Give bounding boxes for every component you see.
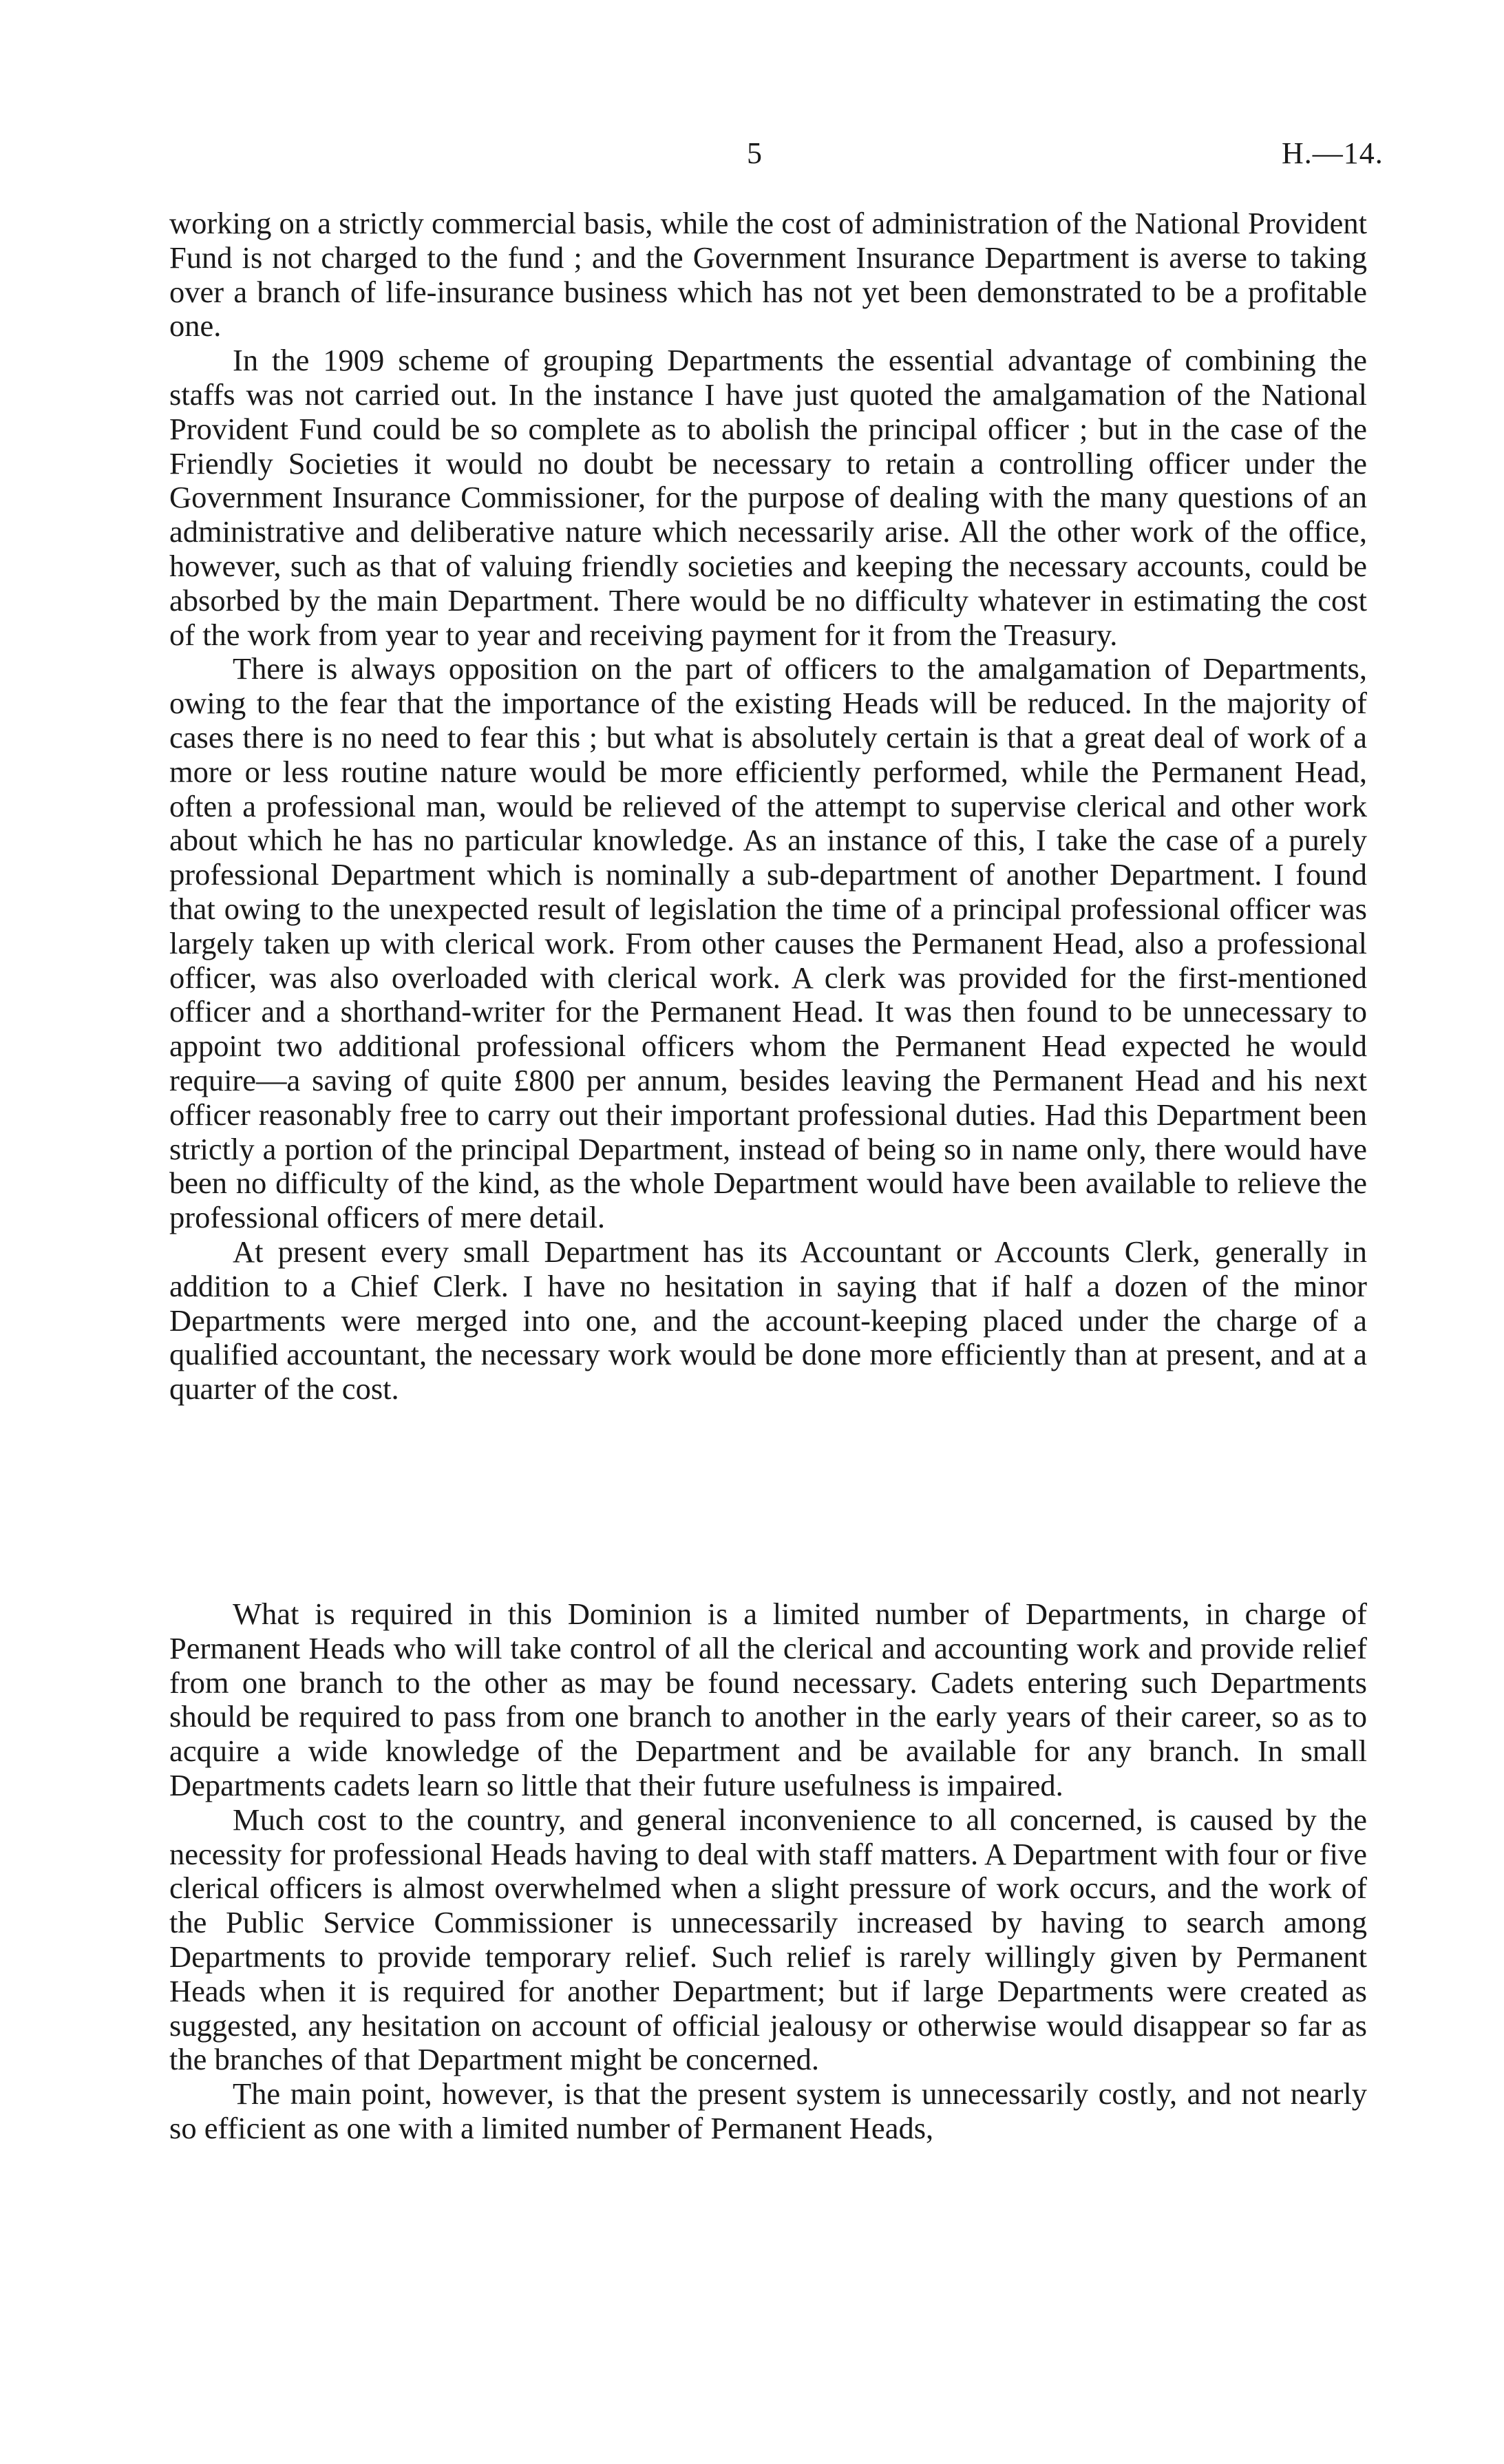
paragraph: At present every small Department has its Accountant or Accounts Clerk, generally in addition to a Chief Clerk. I have no hesitation in saying that if half a dozen of the minor Departments were merged into one, and the account-keeping placed under the charge of a qualified accountant, the necessary work would be done more efficiently than at present, and at a quarter of the cost. (169, 1234, 1367, 1407)
paragraph: The main point, however, is that the present system is unnecessarily costly, and not nearly so efficient as one with a limited number of Permanent Heads, (169, 2076, 1367, 2145)
text-section-upper (169, 207, 1367, 1407)
paragraph: What is required in this Dominion is a limited number of Departments, in charge of Permanent Heads who will take control of all the clerical and accounting work and provide relief from one branch to the other as may be found necessary. Cadets entering such Departments should be required to pass from one branch to another in the early years of their career, so as to acquire a wide knowledge of the Department and be available for any branch. In small Departments cadets learn so little that their future usefulness is impaired. (169, 1597, 1367, 1802)
paper-code: H.—14. (1282, 136, 1384, 170)
paragraph: There is always opposition on the part of officers to the amalgamation of Departments, owing to the fear that the importance of the existing Heads will be reduced. In the majority of cases there is no need to fear this ; but what is absolutely certain is that a great deal of work of a more or less routine nature would be more efficiently performed, while the Permanent Head, often a professional man, would be relieved of the attempt to supervise clerical and other work about which he has no particular knowledge. As an instance of this, I take the case of a purely professional Department which is nominally a sub-department of another Department. I found that owing to the unexpected result of legislation the time of a principal professional officer was largely taken up with clerical work. From other causes the Permanent Head, also a professional officer, was also overloaded with clerical work. A clerk was provided for the first-mentioned officer and a shorthand-writer for the Permanent Head. It was then found to be unnecessary to appoint two additional professional officers whom the Permanent Head expected he would require—a saving of quite £800 per annum, besides leaving the Permanent Head and his next officer reasonably free to carry out their important professional duties. Had this Department been strictly a portion of the principal Department, instead of being so in name only, there would have been no difficulty of the kind, as the whole Department would have been available to relieve the professional officers of mere detail. (169, 651, 1367, 1235)
page-number: 5 (747, 136, 762, 170)
text-section-lower (169, 1597, 1367, 2146)
paragraph: working on a strictly commercial basis, while the cost of administration of the National Provident Fund is not charged to the fund ; and the Government Insurance Department is averse to taking over a branch of life-insurance business which has not yet been demonstrated to be a profitable one. (169, 206, 1367, 344)
paragraph: Much cost to the country, and general inconvenience to all concerned, is caused by the necessity for professional Heads having to deal with staff matters. A Department with four or five clerical officers is almost overwhelmed when a slight pressure of work occurs, and the work of the Public Service Commissioner is unnecessarily increased by having to search among Departments to provide temporary relief. Such relief is rarely willingly given by Permanent Heads when it is required for another Department; but if large Departments were created as suggested, any hesitation on account of official jealousy or otherwise would disappear so far as the branches of that Department might be concerned. (169, 1802, 1367, 2077)
paragraph: In the 1909 scheme of grouping Departments the essential advantage of combining the staffs was not carried out. In the instance I have just quoted the amalgamation of the National Provident Fund could be so complete as to abolish the principal officer ; but in the case of the Friendly Societies it would no doubt be necessary to retain a controlling officer under the Government Insurance Commissioner, for the purpose of dealing with the many questions of an administrative and deliberative nature which necessarily arise. All the other work of the office, however, such as that of valuing friendly societies and keeping the necessary accounts, could be absorbed by the main Department. There would be no difficulty whatever in estimating the cost of the work from year to year and receiving payment for it from the Treasury. (169, 343, 1367, 652)
